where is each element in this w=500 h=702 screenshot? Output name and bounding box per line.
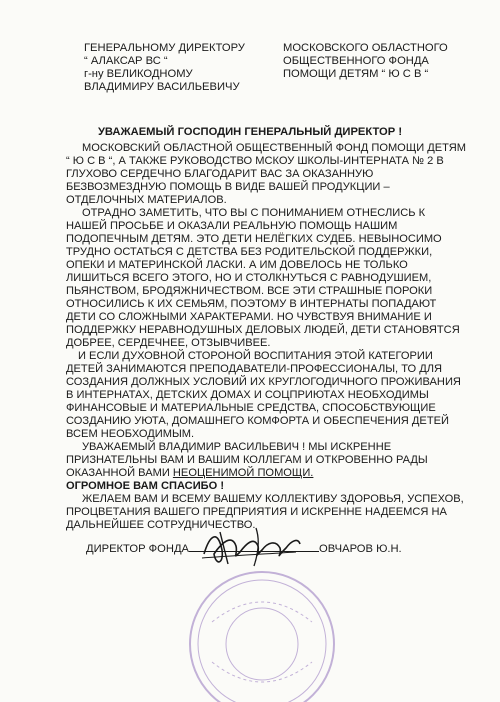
paragraph-4 <box>66 441 466 480</box>
paragraph-3: И ЕСЛИ ДУХОВНОЙ СТОРОНОЙ ВОСПИТАНИЯ ЭТОЙ КАТЕГОРИИ ДЕТЕЙ ЗАНИМАЮТСЯ ПРЕПОДАВАТЕЛИ-ПРОФЕССИОНАЛЫ, ТО ДЛЯ СОЗДАНИЯ ДОЛЖНЫХ УСЛОВИЙ ИХ КРУГЛОГОДИЧНОГО ПРОЖИВАНИЯ В ИНТЕРНАТАХ, ДЕТСКИХ ДОМАХ И СОЦПРИЮТАХ НЕОБХОДИМЫ ФИНАНСОВЫЕ И МАТЕРИАЛЬНЫЕ СРЕДСТВА, СПОСОБСТВУЮЩИЕ СОЗДАНИЮ УЮТА, ДОМАШНЕГО КОМФОРТА И ОБЕСПЕЧЕНИЯ ДЕТЕЙ ВСЕМ НЕОБХОДИМЫМ. <box>66 350 461 440</box>
recipient-line-4: ВЛАДИМИРУ ВАСИЛЬЕВИЧУ <box>84 81 240 93</box>
recipient-line-3: г-ну ВЕЛИКОДНОМУ <box>84 68 193 80</box>
paragraph-2: ОТРАДНО ЗАМЕТИТЬ, ЧТО ВЫ С ПОНИМАНИЕМ ОТНЕСЛИСЬ К НАШЕЙ ПРОСЬБЕ И ОКАЗАЛИ РЕАЛЬНУЮ ПОМОЩЬ НАШИМ ПОДОПЕЧНЫМ ДЕТЯМ. ЭТО ДЕТИ НЕЛЁГКИХ СУДЕБ. НЕВЫНОСИМО ТРУДНО ОСТАТЬСЯ С ДЕТСТВА БЕЗ РОДИТЕЛЬСКОЙ ПОДДЕРЖКИ, ОПЕКИ И МАТЕРИНСКОЙ ЛАСКИ. А ИМ ДОВЕЛОСЬ НЕ ТОЛЬКО ЛИШИТЬСЯ ВСЕГО ЭТОГО, НО И СТОЛКНУТЬСЯ С РАВНОДУШИЕМ, ПЬЯНСТВОМ, БРОДЯЖНИЧЕСТВОМ. ВСЕ ЭТИ СТРАШНЫЕ ПОРОКИ ОТНОСИЛИСЬ К ИХ СЕМЬЯМ, ПОЭТОМУ В ИНТЕРНАТЫ ПОПАДАЮТ ДЕТИ СО СЛОЖНЫМИ ХАРАКТЕРАМИ. НО ЧУВСТВУЯ ВНИМАНИЕ И ПОДДЕРЖКУ НЕРАВНОДУШНЫХ ДЕЛОВЫХ ЛЮДЕЙ, ДЕТИ СТАНОВЯТСЯ ДОБРЕЕ, СЕРДЕЧНЕЕ, ОТЗЫВЧИВЕЕ. <box>66 207 460 349</box>
paragraph-4-lead: УВАЖАЕМЫЙ ВЛАДИМИР ВАСИЛЬЕВИЧ ! МЫ ИСКРЕННЕ ПРИЗНАТЕЛЬНЫ ВАМ И ВАШИМ КОЛЛЕГАМ И ОТКРОВЕННО РАДЫ ОКАЗАННОЙ ВАМИ <box>66 441 428 479</box>
sender-address <box>283 42 448 81</box>
paragraph-4-underlined: НЕОЦЕНИМОЙ ПОМОЩИ. <box>172 467 314 479</box>
recipient-address <box>84 42 245 94</box>
stamp-seal <box>172 552 352 702</box>
salutation-heading: УВАЖАЕМЫЙ ГОСПОДИН ГЕНЕРАЛЬНЫЙ ДИРЕКТОР ! <box>97 126 403 138</box>
paragraph-5: ЖЕЛАЕМ ВАМ И ВСЕМУ ВАШЕМУ КОЛЛЕКТИВУ ЗДОРОВЬЯ, УСПЕХОВ, ПРОЦВЕТАНИЯ ВАШЕГО ПРЕДПРИЯТИЯ И ИСКРЕННЕ НАДЕЕМСЯ НА ДАЛЬНЕЙШЕЕ СОТРУДНИЧЕСТВО. <box>66 493 464 531</box>
paragraph-1: МОСКОВСКИЙ ОБЛАСТНОЙ ОБЩЕСТВЕННЫЙ ФОНД ПОМОЩИ ДЕТЯМ “ Ю С В “, А ТАКЖЕ РУКОВОДСТВО МСКОУ ШКОЛЫ-ИНТЕРНАТА № 2 В ГЛУХОВО СЕРДЕЧНО БЛАГОДАРИТ ВАС ЗА ОКАЗАННУЮ БЕЗВОЗМЕЗДНУЮ ПОМОЩЬ В ВИДЕ ВАШЕЙ ПРОДУКЦИИ – ОТДЕЛОЧНЫХ МАТЕРИАЛОВ. <box>66 142 466 206</box>
letter-body <box>66 142 466 532</box>
signatory-name: ОВЧАРОВ Ю.Н. <box>319 543 402 555</box>
sender-line-1: МОСКОВСКОГО ОБЛАСТНОГО <box>283 42 448 54</box>
thanks-line: ОГРОМНОЕ ВАМ СПАСИБО ! <box>66 480 225 492</box>
sender-line-3: ПОМОЩИ ДЕТЯМ “ Ю С В “ <box>283 68 429 80</box>
recipient-line-2: “ АЛАКСАР ВС “ <box>84 55 168 67</box>
signatory-role: ДИРЕКТОР ФОНДА <box>86 543 189 555</box>
recipient-line-1: ГЕНЕРАЛЬНОМУ ДИРЕКТОРУ <box>84 42 245 54</box>
handwritten-signature <box>196 520 306 572</box>
sender-line-2: ОБЩЕСТВЕННОГО ФОНДА <box>283 55 429 67</box>
